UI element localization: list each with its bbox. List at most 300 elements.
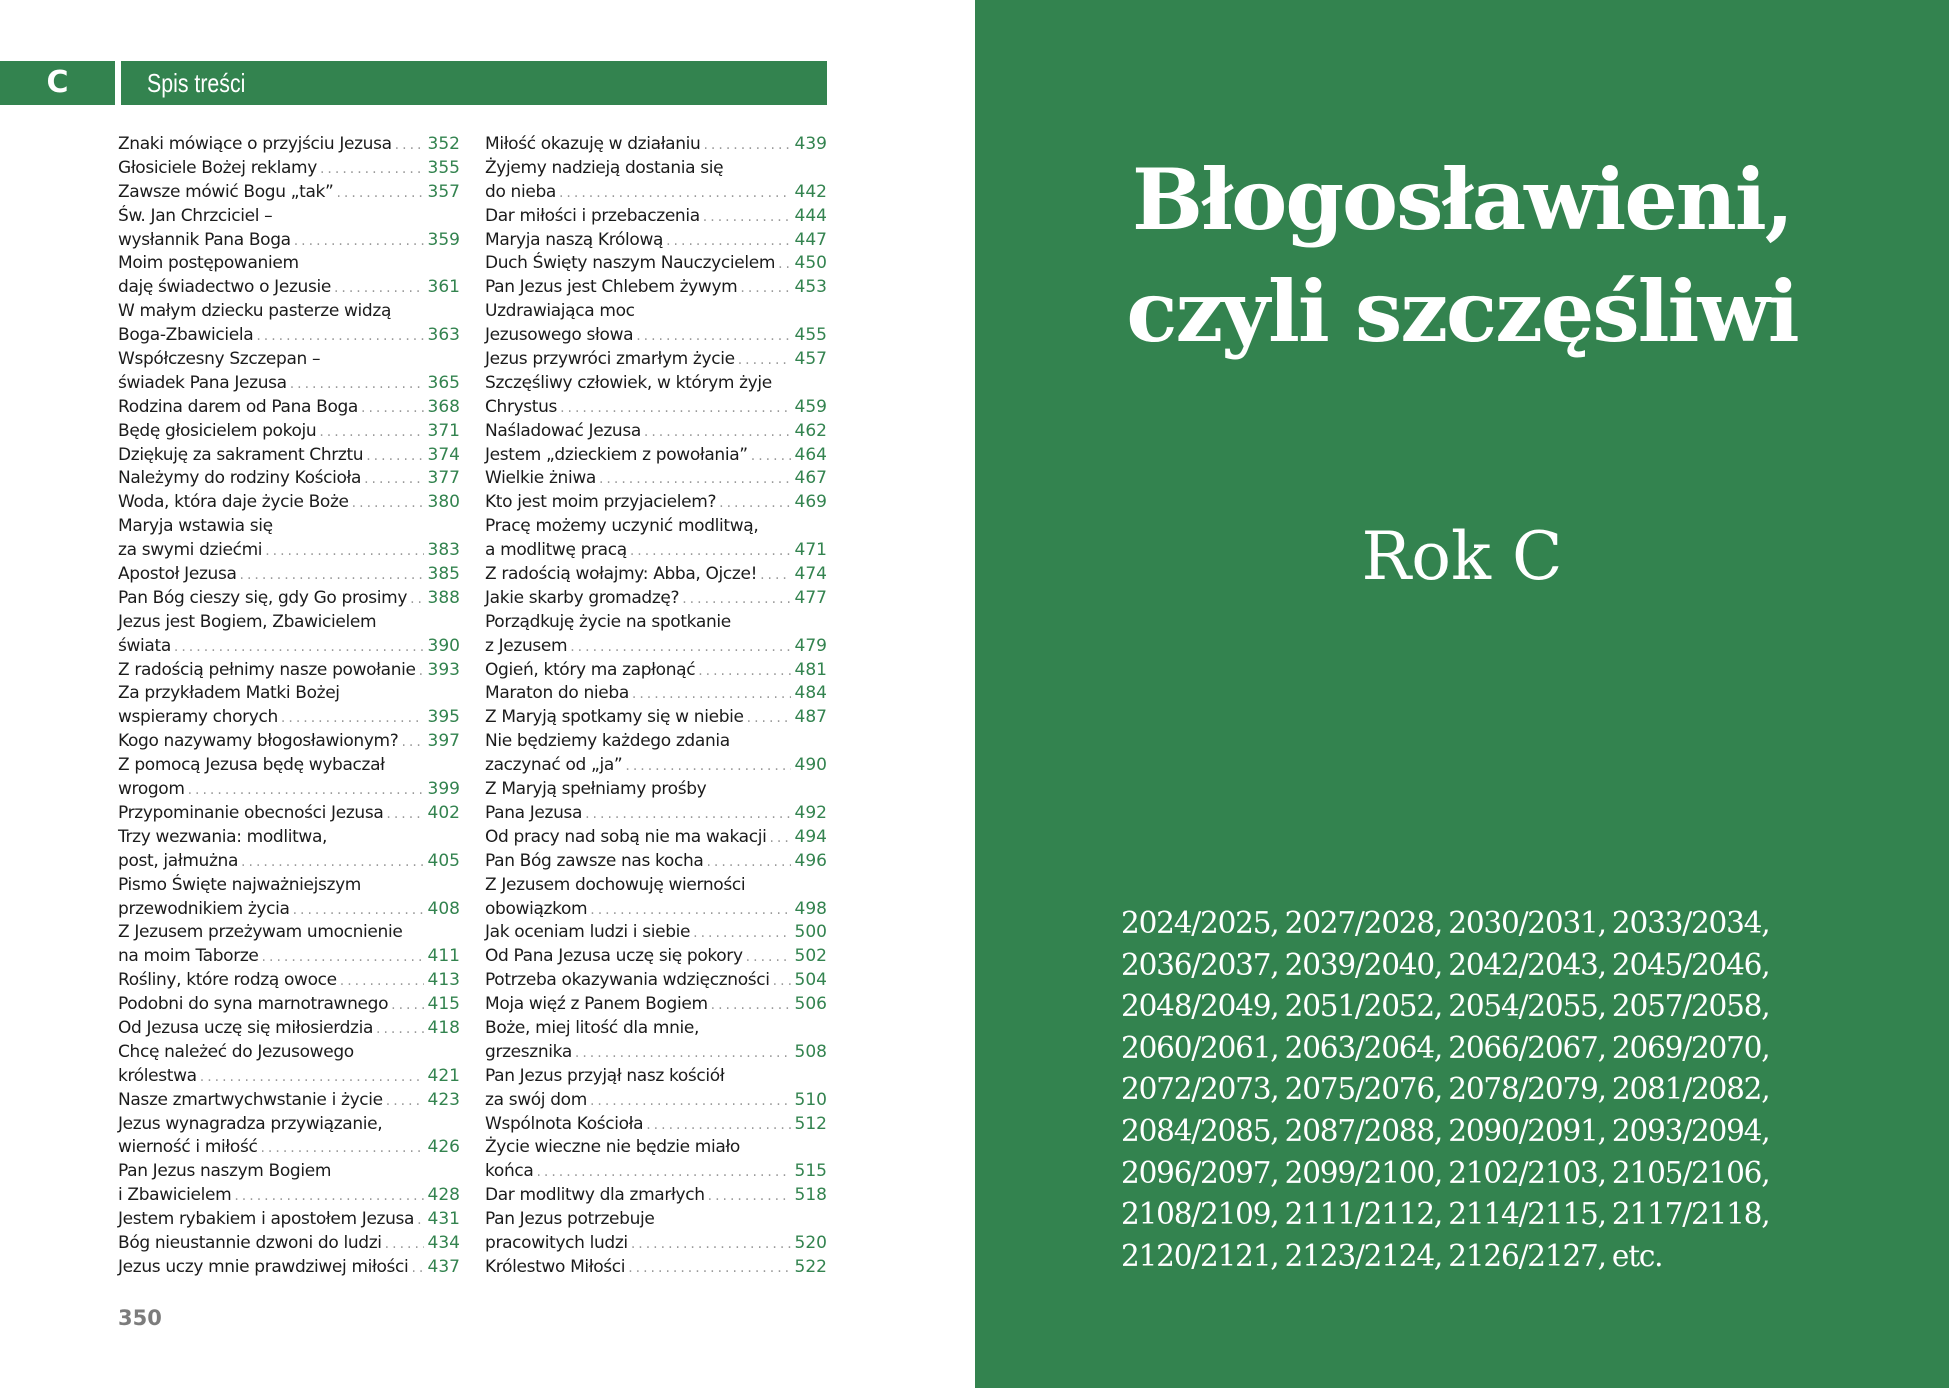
toc-entry-title: Z Jezusem przeżywam umocnienie — [118, 922, 403, 943]
toc-entry-title: i Zbawicielem — [118, 1185, 232, 1206]
toc-page-number: 453 — [794, 277, 827, 298]
toc-leader-dots — [778, 253, 790, 277]
toc-entry[interactable] — [485, 1184, 827, 1208]
toc-leader-dots — [188, 779, 424, 803]
toc-entry[interactable] — [118, 205, 460, 253]
toc-entry-title: przewodnikiem życia — [118, 898, 290, 919]
toc-leader-dots — [747, 707, 791, 731]
toc-page-number: 361 — [427, 277, 460, 298]
toc-page-number: 418 — [427, 1017, 460, 1038]
toc-entry-title: W małym dziecku pasterze widzą — [118, 301, 392, 322]
toc-page-number: 515 — [794, 1161, 827, 1182]
toc-leader-dots — [631, 1233, 791, 1257]
toc-entry-title: za swymi dziećmi — [118, 540, 263, 561]
toc-entry[interactable] — [118, 587, 460, 611]
toc-leader-dots — [364, 468, 423, 492]
toc-entry-title: Maraton do nieba — [485, 683, 629, 704]
toc-entry[interactable] — [118, 1113, 460, 1161]
toc-page-number: 421 — [427, 1065, 460, 1086]
toc-entry-title: Zawsze mówić Bogu „tak” — [118, 181, 334, 202]
toc-entry[interactable] — [118, 300, 460, 348]
toc-entry[interactable] — [118, 252, 460, 300]
toc-entry-title: zaczynać od „ja” — [485, 755, 623, 776]
toc-page-number: 408 — [427, 898, 460, 919]
toc-entry-title: Rośliny, które rodzą owoce — [118, 970, 337, 991]
toc-entry[interactable] — [485, 515, 827, 563]
toc-entry[interactable] — [485, 1136, 827, 1184]
toc-entry[interactable] — [485, 444, 827, 468]
toc-entry-title: z Jezusem — [485, 635, 568, 656]
toc-entry-title: Rodzina darem od Pana Boga — [118, 396, 358, 417]
toc-leader-dots — [636, 325, 790, 349]
toc-page-number: 504 — [794, 970, 827, 991]
toc-entry[interactable] — [485, 563, 827, 587]
toc-leader-dots — [352, 492, 424, 516]
book-title — [975, 144, 1949, 368]
toc-page-number: 469 — [794, 492, 827, 513]
toc-entry-title: Pana Jezusa — [485, 802, 583, 823]
toc-page-number: 512 — [794, 1113, 827, 1134]
toc-entry[interactable] — [118, 1041, 460, 1089]
section-header — [121, 61, 827, 105]
toc-entry[interactable] — [118, 444, 460, 468]
toc-leader-dots — [703, 206, 791, 230]
toc-entry-title: za swój dom — [485, 1089, 587, 1110]
toc-leader-dots — [644, 421, 791, 445]
toc-entry[interactable] — [118, 181, 460, 205]
toc-leader-dots — [401, 731, 423, 755]
toc-leader-dots — [706, 851, 790, 875]
toc-entry[interactable] — [485, 491, 827, 515]
toc-leader-dots — [386, 1090, 424, 1114]
toc-entry-title: Potrzeba okazywania wdzięczności — [485, 970, 770, 991]
toc-entry[interactable] — [485, 1208, 827, 1256]
toc-entry-title: Współczesny Szczepan – — [118, 349, 321, 370]
toc-entry[interactable] — [485, 921, 827, 945]
toc-entry[interactable] — [118, 467, 460, 491]
toc-entry-title: Jezus jest Bogiem, Zbawicielem — [118, 611, 377, 632]
toc-leader-dots — [417, 1209, 423, 1233]
toc-leader-dots — [590, 899, 790, 923]
toc-entry-title: Maryja naszą Królową — [485, 229, 664, 250]
toc-entry-title: Uzdrawiająca moc — [485, 301, 635, 322]
toc-page-number: 481 — [794, 659, 827, 680]
toc-leader-dots — [391, 994, 423, 1018]
toc-entry-title: Nie będziemy każdego zdania — [485, 731, 730, 752]
section-letter-badge — [0, 61, 115, 105]
toc-entry[interactable] — [118, 993, 460, 1017]
toc-page-number: 479 — [794, 635, 827, 656]
toc-column-right — [485, 133, 827, 1280]
toc-entry-title: Maryja wstawia się — [118, 516, 273, 537]
toc-entry-title: Jestem „dzieckiem z powołania” — [485, 444, 748, 465]
toc-page-number: 444 — [794, 205, 827, 226]
toc-entry-title: wspieramy chorych — [118, 707, 278, 728]
toc-entry-title: Chrystus — [485, 396, 558, 417]
toc-entry[interactable] — [485, 1113, 827, 1137]
toc-leader-dots — [336, 182, 423, 206]
toc-leader-dots — [746, 946, 791, 970]
toc-leader-dots — [200, 1066, 424, 1090]
toc-entry-title: Szczęśliwy człowiek, w którym żyje — [485, 372, 772, 393]
toc-leader-dots — [290, 373, 424, 397]
toc-entry[interactable] — [118, 1089, 460, 1113]
toc-page-number: 467 — [794, 468, 827, 489]
toc-entry-title: Z Maryją spełniamy prośby — [485, 779, 707, 800]
toc-page-number: 368 — [427, 396, 460, 417]
toc-leader-dots — [751, 445, 791, 469]
toc-leader-dots — [570, 636, 790, 660]
toc-entry[interactable] — [118, 157, 460, 181]
toc-entry-title: wrogom — [118, 779, 185, 800]
toc-leader-dots — [334, 277, 424, 301]
toc-entry[interactable] — [485, 133, 827, 157]
toc-entry-title: post, jałmużna — [118, 850, 239, 871]
toc-leader-dots — [340, 970, 424, 994]
toc-leader-dots — [628, 1257, 790, 1281]
toc-page-number: 462 — [794, 420, 827, 441]
toc-page-number: 502 — [794, 946, 827, 967]
toc-page-number: 431 — [427, 1209, 460, 1230]
toc-entry-title: Wspólnota Kościoła — [485, 1113, 644, 1134]
toc-page-number: 442 — [794, 181, 827, 202]
toc-entry-title: do nieba — [485, 181, 556, 202]
toc-page-number: 487 — [794, 707, 827, 728]
toc-entry-title: świadek Pana Jezusa — [118, 372, 287, 393]
toc-leader-dots — [419, 660, 424, 684]
toc-leader-dots — [411, 1257, 423, 1281]
toc-page-number: 363 — [427, 325, 460, 346]
toc-page-number: 413 — [427, 970, 460, 991]
toc-leader-dots — [559, 182, 791, 206]
toc-entry[interactable] — [118, 1208, 460, 1232]
toc-entry[interactable] — [485, 229, 827, 253]
toc-entry-title: Pismo Święte najważniejszym — [118, 874, 362, 895]
toc-leader-dots — [693, 922, 790, 946]
section-title: Spis treści — [147, 68, 246, 98]
toc-leader-dots — [599, 468, 791, 492]
toc-entry-title: końca — [485, 1161, 534, 1182]
toc-column-left — [118, 133, 460, 1280]
toc-entry-title: Przypominanie obecności Jezusa — [118, 802, 384, 823]
toc-entry-title: Bóg nieustannie dzwoni do ludzi — [118, 1232, 382, 1253]
toc-leader-dots — [585, 803, 790, 827]
toc-entry-title: Należymy do rodziny Kościoła — [118, 468, 362, 489]
toc-page-number: 522 — [794, 1256, 827, 1277]
toc-leader-dots — [241, 851, 424, 875]
toc-page-number: 450 — [794, 253, 827, 274]
toc-leader-dots — [590, 1090, 791, 1114]
toc-entry-title: Dziękuję za sakrament Chrztu — [118, 444, 364, 465]
toc-page-number: 474 — [794, 564, 827, 585]
toc-leader-dots — [386, 803, 423, 827]
toc-page-number: 508 — [794, 1041, 827, 1062]
toc-page-number: 492 — [794, 802, 827, 823]
toc-entry[interactable] — [485, 205, 827, 229]
toc-page-number: 455 — [794, 325, 827, 346]
toc-entry[interactable] — [118, 874, 460, 922]
toc-leader-dots — [646, 1114, 790, 1138]
toc-entry-title: Apostoł Jezusa — [118, 564, 237, 585]
toc-entry-title: Jezus uczy mnie prawdziwej miłości — [118, 1256, 409, 1277]
toc-entry[interactable] — [485, 348, 827, 372]
toc-entry-title: Pracę możemy uczynić modlitwą, — [485, 516, 759, 537]
toc-entry[interactable] — [118, 802, 460, 826]
toc-leader-dots — [698, 660, 790, 684]
toc-leader-dots — [711, 994, 791, 1018]
toc-entry-title: Boga-Zbawiciela — [118, 325, 254, 346]
toc-page-number: 415 — [427, 994, 460, 1015]
toc-page-number: 471 — [794, 540, 827, 561]
toc-entry-title: Podobni do syna marnotrawnego — [118, 994, 389, 1015]
toc-entry-title: Będę głosicielem pokoju — [118, 420, 317, 441]
toc-page-number: 359 — [427, 229, 460, 250]
toc-entry[interactable] — [485, 945, 827, 969]
toc-entry-title: Porządkuję życie na spotkanie — [485, 611, 731, 632]
toc-leader-dots — [385, 1233, 424, 1257]
toc-entry[interactable] — [118, 682, 460, 730]
toc-entry-title: Od Pana Jezusa uczę się pokory — [485, 946, 743, 967]
toc-leader-dots — [366, 445, 423, 469]
toc-leader-dots — [361, 397, 424, 421]
toc-entry[interactable] — [485, 993, 827, 1017]
toc-entry-title: Moja więź z Panem Bogiem — [485, 994, 708, 1015]
book-title-line-2: czyli szczęśliwi — [1126, 262, 1798, 361]
toc-entry[interactable] — [118, 348, 460, 396]
toc-page-number: 496 — [794, 850, 827, 871]
toc-entry-title: królestwa — [118, 1065, 197, 1086]
toc-entry[interactable] — [118, 420, 460, 444]
toc-entry-title: Życie wieczne nie będzie miało — [485, 1137, 740, 1158]
toc-page-number: 459 — [794, 396, 827, 417]
toc-leader-dots — [234, 1185, 423, 1209]
toc-page-number: 395 — [427, 707, 460, 728]
toc-entry[interactable] — [485, 969, 827, 993]
toc-entry-title: Kogo nazywamy błogosławionym? — [118, 731, 399, 752]
toc-page-number: 397 — [427, 731, 460, 752]
toc-page-number: 518 — [794, 1185, 827, 1206]
toc-leader-dots — [536, 1161, 790, 1185]
toc-page-number: 447 — [794, 229, 827, 250]
toc-entry[interactable] — [485, 778, 827, 826]
toc-leader-dots — [376, 1018, 424, 1042]
toc-entry-title: Jezus wynagradza przywiązanie, — [118, 1113, 383, 1134]
toc-page-number: 380 — [427, 492, 460, 513]
toc-entry-title: wierność i miłość — [118, 1137, 258, 1158]
toc-page-number: 494 — [794, 826, 827, 847]
toc-leader-dots — [262, 946, 424, 970]
toc-entry[interactable] — [118, 1160, 460, 1208]
toc-entry[interactable] — [118, 1017, 460, 1041]
toc-page-number: 371 — [427, 420, 460, 441]
toc-entry[interactable] — [485, 467, 827, 491]
toc-leader-dots — [630, 540, 791, 564]
toc-page-number: 405 — [427, 850, 460, 871]
toc-entry-title: Dar miłości i przebaczenia — [485, 205, 700, 226]
toc-page-number: 457 — [794, 349, 827, 370]
toc-entry[interactable] — [485, 730, 827, 778]
toc-leader-dots — [682, 588, 790, 612]
toc-leader-dots — [281, 707, 424, 731]
toc-page-number: 355 — [427, 157, 460, 178]
toc-entry[interactable] — [118, 754, 460, 802]
toc-entry[interactable] — [485, 420, 827, 444]
right-page — [975, 0, 1949, 1388]
toc-entry-title: a modlitwę pracą — [485, 540, 627, 561]
toc-page-number: 484 — [794, 683, 827, 704]
toc-entry-title: Pan Jezus przyjął nasz kościół — [485, 1065, 725, 1086]
toc-entry-title: świata — [118, 635, 171, 656]
toc-entry[interactable] — [118, 969, 460, 993]
toc-entry-title: grzesznika — [485, 1041, 572, 1062]
toc-entry-title: Królestwo Miłości — [485, 1256, 626, 1277]
toc-entry[interactable] — [118, 133, 460, 157]
toc-leader-dots — [265, 540, 423, 564]
toc-entry[interactable] — [118, 826, 460, 874]
toc-page-number: 388 — [427, 587, 460, 608]
toc-page-number: 464 — [794, 444, 827, 465]
toc-leader-dots — [760, 564, 790, 588]
toc-leader-dots — [625, 755, 790, 779]
toc-page-number: 506 — [794, 994, 827, 1015]
toc-page-number: 357 — [427, 181, 460, 202]
toc-page-number: 390 — [427, 635, 460, 656]
toc-entry-title: Z pomocą Jezusa będę wybaczał — [118, 755, 385, 776]
toc-page-number: 520 — [794, 1232, 827, 1253]
book-title-line-1: Błogosławieni, — [1131, 150, 1793, 249]
toc-entry[interactable] — [118, 396, 460, 420]
toc-entry-title: Dar modlitwy dla zmarłych — [485, 1185, 705, 1206]
toc-entry-title: Pan Jezus potrzebuje — [485, 1209, 655, 1230]
toc-leader-dots — [666, 230, 790, 254]
toc-entry[interactable] — [485, 1017, 827, 1065]
toc-entry[interactable] — [485, 826, 827, 850]
toc-leader-dots — [708, 1185, 791, 1209]
toc-page-number: 402 — [427, 802, 460, 823]
toc-leader-dots — [632, 683, 791, 707]
toc-leader-dots — [703, 134, 790, 158]
toc-page-number: 500 — [794, 922, 827, 943]
toc-page-number: 490 — [794, 755, 827, 776]
toc-entry[interactable] — [118, 491, 460, 515]
toc-entry[interactable] — [485, 659, 827, 683]
toc-leader-dots — [740, 277, 790, 301]
toc-entry-title: Z Jezusem dochowuję wierności — [485, 874, 746, 895]
toc-entry-title: Boże, miej litość dla mnie, — [485, 1017, 700, 1038]
toc-entry-title: Z radością pełnimy nasze powołanie — [118, 659, 416, 680]
years-list: 2024/2025, 2027/2028, 2030/2031, 2033/2034, 2036/2037, 2039/2040, 2042/2043, 2045/2046, 2048/2049, 2051/2052, 2054/2055, 2057/2058, 2060/2061, 2063/2064, 2066/2067, 2069/2070, 2072/2073, 2075/2076, 2078/2079, 2081/2082, 2084/2085, 2087/2088, 2090/2091, 2093/2094, 2096/2097, 2099/2100, 2102/2103, 2105/2106, 2108/2109, 2111/2112, 2114/2115, 2117/2118, 2120/2121, 2123/2124, 2126/2127, etc. — [1121, 906, 1770, 1273]
toc-entry-title: Nasze zmartwychwstanie i życie — [118, 1089, 383, 1110]
toc-entry-title: Od Jezusa uczę się miłosierdzia — [118, 1017, 374, 1038]
toc-page-number: 352 — [427, 134, 460, 154]
toc-page-number: 510 — [794, 1089, 827, 1110]
toc-entry-title: Głosiciele Bożej reklamy — [118, 157, 317, 178]
toc-entry[interactable] — [485, 252, 827, 276]
toc-entry[interactable] — [485, 874, 827, 922]
toc-page-number: 434 — [427, 1232, 460, 1253]
toc-entry[interactable] — [118, 563, 460, 587]
toc-page-number: 393 — [427, 659, 460, 680]
toc-leader-dots — [240, 564, 424, 588]
toc-entry[interactable] — [118, 1232, 460, 1256]
toc-leader-dots — [395, 134, 424, 158]
toc-entry-title: Trzy wezwania: modlitwa, — [118, 826, 328, 847]
toc-entry[interactable] — [118, 611, 460, 659]
toc-entry-title: Pan Bóg cieszy się, gdy Go prosimy — [118, 587, 408, 608]
toc-entry-title: Duch Święty naszym Nauczycielem — [485, 253, 776, 274]
toc-entry-title: Woda, która daje życie Boże — [118, 492, 349, 513]
toc-entry-title: Jestem rybakiem i apostołem Jezusa — [118, 1209, 415, 1230]
toc-entry-title: Z radością wołajmy: Abba, Ojcze! — [485, 564, 758, 585]
toc-entry[interactable] — [485, 611, 827, 659]
toc-page-number: 498 — [794, 898, 827, 919]
toc-entry-title: daję świadectwo o Jezusie — [118, 277, 331, 298]
toc-entry-title: Św. Jan Chrzciciel – — [118, 205, 273, 226]
toc-entry-title: Od pracy nad sobą nie ma wakacji — [485, 826, 767, 847]
toc-entry[interactable] — [485, 300, 827, 348]
toc-entry-title: pracowitych ludzi — [485, 1232, 628, 1253]
toc-entry[interactable] — [118, 921, 460, 969]
toc-page-number: 411 — [427, 946, 460, 967]
toc-leader-dots — [293, 899, 424, 923]
toc-entry[interactable] — [485, 276, 827, 300]
toc-entry[interactable] — [118, 1256, 460, 1280]
toc-entry-title: Z Maryją spotkamy się w niebie — [485, 707, 744, 728]
toc-entry[interactable] — [485, 1256, 827, 1280]
toc-entry[interactable] — [485, 850, 827, 874]
toc-leader-dots — [769, 827, 790, 851]
toc-page-number: 365 — [427, 372, 460, 393]
toc-page-number: 477 — [794, 587, 827, 608]
toc-leader-dots — [560, 397, 790, 421]
toc-entry-title: Chcę należeć do Jezusowego — [118, 1041, 354, 1062]
toc-entry[interactable] — [485, 157, 827, 205]
toc-page-number: 423 — [427, 1089, 460, 1110]
toc-entry[interactable] — [118, 730, 460, 754]
toc-leader-dots — [738, 349, 791, 373]
toc-entry-title: Ogień, który ma zapłonąć — [485, 659, 696, 680]
toc-entry[interactable] — [485, 372, 827, 420]
toc-page-number: 439 — [794, 134, 827, 154]
toc-entry[interactable] — [118, 515, 460, 563]
toc-entry-title: Wielkie żniwa — [485, 468, 596, 489]
toc-page-number: 377 — [427, 468, 460, 489]
toc-entry-title: obowiązkom — [485, 898, 588, 919]
toc-entry-title: Jakie skarby gromadzę? — [485, 587, 680, 608]
toc-page-number: 374 — [427, 444, 460, 465]
toc-leader-dots — [174, 636, 424, 660]
toc-leader-dots — [320, 158, 424, 182]
toc-entry[interactable] — [485, 682, 827, 706]
toc-page-number: 437 — [427, 1256, 460, 1277]
toc-page-number: 399 — [427, 779, 460, 800]
toc-entry-title: na moim Taborze — [118, 946, 259, 967]
toc-leader-dots — [260, 1137, 423, 1161]
toc-entry-title: Pan Jezus jest Chlebem żywym — [485, 277, 738, 298]
toc-entry-title: Jezusowego słowa — [485, 325, 634, 346]
toc-page-number: 428 — [427, 1185, 460, 1206]
toc-page-number: 385 — [427, 564, 460, 585]
toc-entry[interactable] — [118, 659, 460, 683]
toc-entry[interactable] — [485, 706, 827, 730]
toc-entry-title: Żyjemy nadzieją dostania się — [485, 157, 724, 178]
toc-entry[interactable] — [485, 587, 827, 611]
toc-leader-dots — [319, 421, 423, 445]
toc-entry[interactable] — [485, 1065, 827, 1113]
toc-entry-title: Moim postępowaniem — [118, 253, 299, 274]
section-letter: C — [46, 65, 69, 100]
toc-page-number: 383 — [427, 540, 460, 561]
